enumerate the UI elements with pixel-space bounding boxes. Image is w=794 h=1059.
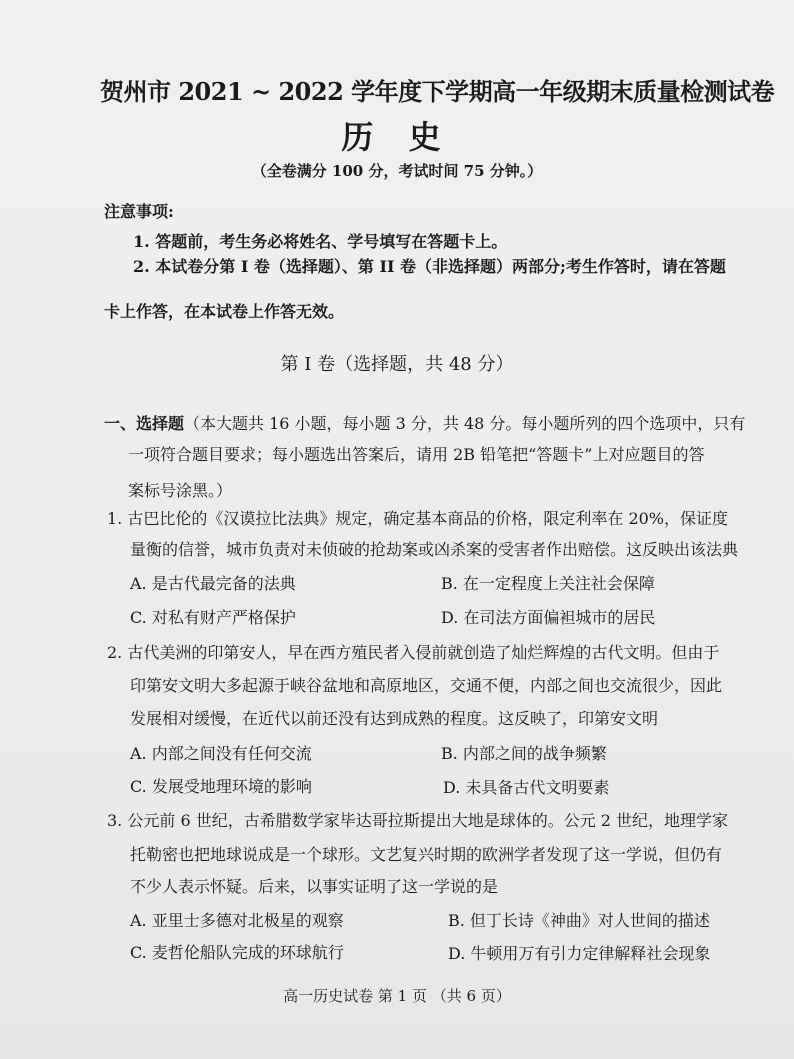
- question-3-line-3: 不少人表示怀疑。后来，以事实证明了这一学说的是: [130, 877, 499, 896]
- question-1-option-c: C. 对私有财产严格保护: [130, 608, 296, 627]
- subject-title: 历 史: [341, 118, 453, 156]
- question-3-option-a: A. 亚里士多德对北极星的观察: [130, 911, 344, 930]
- page-footer: 高一历史试卷 第 1 页 （共 6 页）: [283, 987, 511, 1005]
- question-2-option-d: D. 未具备古代文明要素: [443, 778, 610, 797]
- question-2-line-3: 发展相对缓慢，在近代以前还没有达到成熟的程度。这反映了，印第安文明: [130, 709, 659, 728]
- exam-title: 贺州市 2021 ~ 2022 学年度下学期高一年级期末质量检测试卷: [100, 77, 775, 106]
- question-2-line-2: 印第安文明大多起源于峡谷盆地和高原地区，交通不便，内部之间也交流很少，因此: [130, 676, 723, 695]
- choice-intro-line-1: [104, 411, 745, 434]
- question-2-option-c: C. 发展受地理环境的影响: [130, 777, 312, 796]
- question-3-option-d: D. 牛顿用万有引力定律解释社会现象: [448, 944, 711, 963]
- question-3-option-c: C. 麦哲伦船队完成的环球航行: [130, 943, 344, 962]
- question-1-line-2: 量衡的信誉，城市负责对未侦破的抢劫案或凶杀案的受害者作出赔偿。这反映出该法典: [130, 540, 739, 559]
- question-3-line-1: 3. 公元前 6 世纪，古希腊数学家毕达哥拉斯提出大地是球体的。公元 2 世纪，地理学家: [107, 811, 729, 830]
- question-2-line-1: 2. 古代美洲的印第安人，早在西方殖民者入侵前就创造了灿烂辉煌的古代文明。但由于: [107, 643, 720, 662]
- question-1-line-1: 1. 古巴比伦的《汉谟拉比法典》规定，确定基本商品的价格，限定利率在 20%，保证度: [107, 509, 729, 528]
- choice-intro-text-1: （本大题共 16 小题，每小题 3 分，共 48 分。每小题所列的四个选项中，只有: [184, 414, 746, 433]
- question-1-option-b: B. 在一定程度上关注社会保障: [441, 574, 655, 593]
- notice-item-1: 1. 答题前，考生务必将姓名、学号填写在答题卡上。: [133, 232, 508, 251]
- section-title: 第 I 卷（选择题，共 48 分）: [280, 354, 514, 375]
- score-note: （全卷满分 100 分，考试时间 75 分钟。）: [251, 162, 543, 180]
- question-2-option-b: B. 内部之间的战争频繁: [441, 744, 607, 763]
- question-1-option-d: D. 在司法方面偏袒城市的居民: [441, 608, 656, 627]
- question-3-option-b: B. 但丁长诗《神曲》对人世间的描述: [448, 911, 710, 930]
- choice-label: 一、选择题: [104, 414, 185, 433]
- notice-item-2-line-1: 2. 本试卷分第 I 卷（选择题）、第 II 卷（非选择题）两部分;考生作答时，请在答题: [133, 257, 726, 276]
- choice-intro-line-2: 一项符合题目要求；每小题选出答案后，请用 2B 铅笔把“答题卡”上对应题目的答: [128, 445, 705, 464]
- question-3-line-2: 托勒密也把地球说成是一个球形。文艺复兴时期的欧洲学者发现了这一学说，但仍有: [130, 845, 723, 864]
- choice-intro-line-3: 案标号涂黑。）: [128, 481, 233, 500]
- question-2-option-a: A. 内部之间没有任何交流: [130, 744, 312, 763]
- notice-item-2-line-2: 卡上作答，在本试卷上作答无效。: [104, 302, 345, 321]
- question-1-option-a: A. 是古代最完备的法典: [130, 574, 296, 593]
- notice-heading: 注意事项:: [104, 202, 174, 221]
